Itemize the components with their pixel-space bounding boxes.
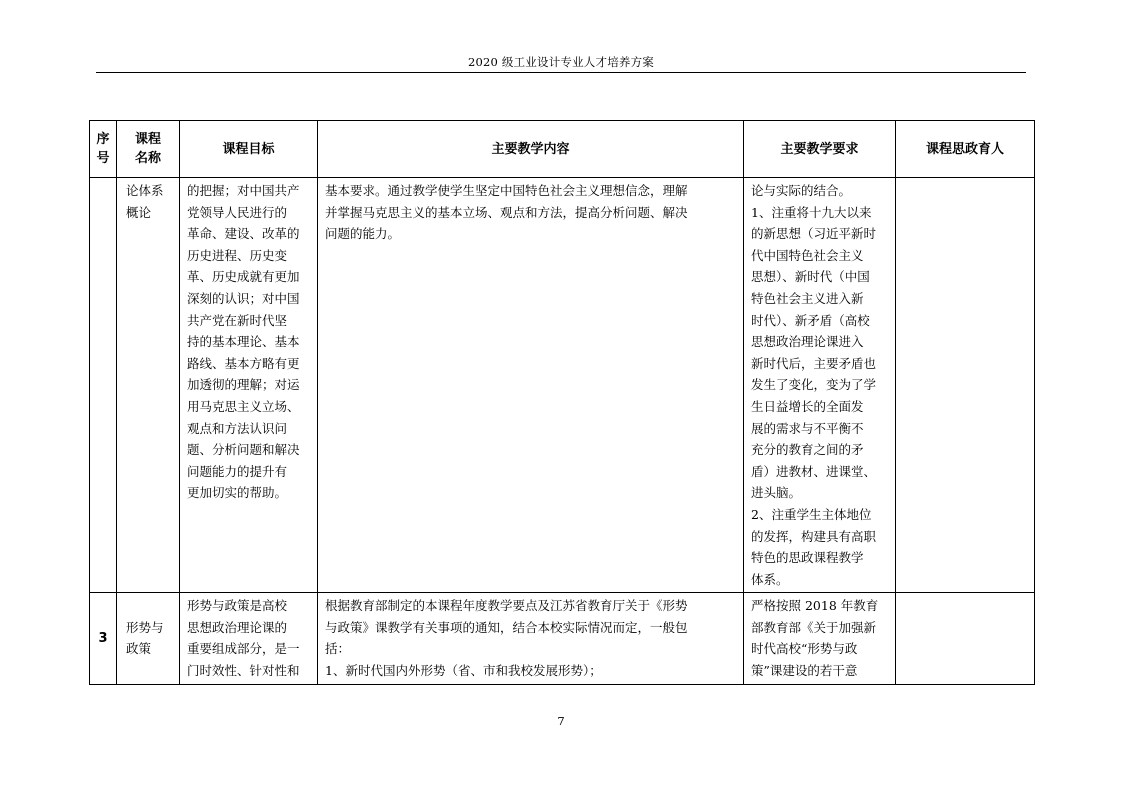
- header-course-name: 课程 名称: [117, 121, 180, 178]
- row-course-goal: 的把握；对中国共产 党领导人民进行的 革命、建设、改革的 历史进程、历史变 革、历史成就有更加 深刻的认识；对中国 共产党在新时代坚 持的基本理论、基本 路线、基本方略有更 加透彻的理解；对运 用马克思主义立场、 观点和方法认识问 题、分析问题和解决 问题能力的提升有 更加切实的帮助。: [180, 178, 318, 593]
- row-main-requirement: 论与实际的结合。 1、注重将十九大以来 的新思想（习近平新时 代中国特色社会主义 思想）、新时代（中国 特色社会主义进入新 时代）、新矛盾（高校 思想政治理论课进入 新时代后，主要矛盾也 发生了变化，变为了学 生日益增长的全面发 展的需求与不平衡不 充分的教育之间的矛 盾）进教材、进课堂、 进头脑。 2、注重学生主体地位 的发挥，构建具有高职 特色的思政课程教学 体系。: [744, 178, 896, 593]
- header-seq: 序 号: [90, 121, 117, 178]
- row-main-requirement: 严格按照 2018 年教育 部教育部《关于加强新 时代高校“形势与政 策”课建设的若干意: [744, 593, 896, 684]
- header-main-requirement: 主要教学要求: [744, 121, 896, 178]
- table-row: [90, 178, 1035, 593]
- table-row: [90, 593, 1035, 684]
- curriculum-table: [89, 120, 1035, 685]
- row-ideology: [896, 593, 1035, 684]
- row-course-name: 论体系 概论: [117, 178, 180, 593]
- row-seq: 3: [90, 593, 117, 684]
- header-ideology: 课程思政育人: [896, 121, 1035, 178]
- row-course-name: 形势与 政策: [117, 593, 180, 684]
- header-rule: [96, 72, 1026, 73]
- row-main-content: 根据教育部制定的本课程年度教学要点及江苏省教育厅关于《形势 与政策》课教学有关事项的通知，结合本校实际情况而定，一般包 括： 1、新时代国内外形势（省、市和我校发展形势）；: [318, 593, 744, 684]
- table-header-row: [90, 121, 1035, 178]
- page-number: 7: [557, 714, 565, 728]
- page-header-title: 2020 级工业设计专业人才培养方案: [467, 55, 655, 69]
- row-main-content: 基本要求。通过教学使学生坚定中国特色社会主义理想信念，理解 并掌握马克思主义的基本立场、观点和方法，提高分析问题、解决 问题的能力。: [318, 178, 744, 593]
- row-course-goal: 形势与政策是高校 思想政治理论课的 重要组成部分，是一 门时效性、针对性和: [180, 593, 318, 684]
- row-seq: [90, 178, 117, 593]
- header-main-content: 主要教学内容: [318, 121, 744, 178]
- header-course-goal: 课程目标: [180, 121, 318, 178]
- row-ideology: [896, 178, 1035, 593]
